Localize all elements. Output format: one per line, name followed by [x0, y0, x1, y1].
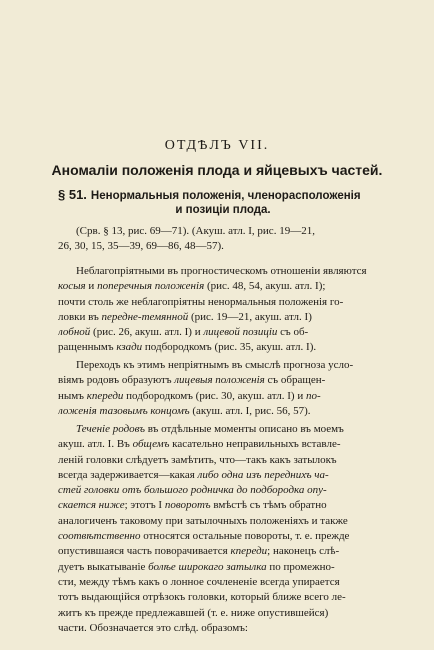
text-line	[58, 621, 388, 636]
text-run: ; этотъ I	[124, 499, 165, 512]
text-line	[58, 373, 388, 388]
italic-term: лицевыя положенія	[174, 374, 265, 387]
text-run: ; наконецъ слѣ-	[267, 545, 340, 558]
text-run: дуетъ выкатываніе	[58, 560, 149, 573]
text-run: касательно неправильныхъ вставле-	[169, 438, 341, 451]
text-run: (рис. 26, акуш. атл. I) и	[90, 326, 204, 339]
text-run: тотъ выдающійся отрѣзокъ головки, который ближе всего ле-	[58, 591, 346, 604]
text-run: ловки въ	[58, 310, 102, 323]
italic-term: косыя	[58, 280, 86, 293]
italic-term: болѣе широкаго затылка	[148, 560, 267, 573]
italic-term: поперечныя положенія	[97, 280, 205, 293]
text-line	[58, 498, 388, 513]
text-run: съ об-	[277, 326, 309, 339]
paragraph-title-line2: и позиціи плода.	[175, 204, 271, 216]
text-run: (акуш. атл. I, рис. 56, 57).	[189, 404, 311, 417]
text-line	[58, 295, 388, 310]
text-line	[58, 279, 388, 294]
italic-term: Теченіе родовъ	[76, 423, 145, 435]
section-title: ОТДѢЛЪ VII.	[164, 138, 270, 153]
reference-line: (Срв. § 13, рис. 69—71). (Акуш. атл. I, рис. 19—21,	[76, 225, 315, 237]
text-run: ращеннымъ	[58, 341, 117, 354]
text-run: всегда задерживается—какая	[58, 468, 198, 481]
text-line	[58, 389, 388, 404]
text-run: подбородкомъ (рис. 30, акуш. атл. I) и	[123, 389, 306, 402]
reference-block	[58, 224, 388, 255]
text-run: по промежно-	[266, 560, 335, 573]
italic-term: передне-темянной	[101, 310, 189, 323]
text-run: почти столь же неблагопріятны ненормальныя положенія го-	[58, 295, 344, 308]
text-line	[58, 437, 388, 452]
text-line	[58, 606, 388, 621]
text-run: аналогиченъ таковому при затылочныхъ положеніяхъ и также	[58, 514, 348, 527]
paragraph-1	[58, 264, 388, 356]
text-line	[58, 325, 388, 340]
reference-line: 26, 30, 15, 35—39, 69—86, 48—57).	[58, 240, 224, 253]
text-line	[58, 264, 388, 279]
text-run: віямъ родовъ образуютъ	[58, 374, 175, 387]
text-run: части. Обозначается это слѣд. образомъ:	[58, 621, 248, 634]
text-line	[58, 310, 388, 325]
text-line	[58, 340, 388, 355]
text-run: въ отдѣльные моменты описано въ моемъ	[145, 423, 344, 435]
text-line	[58, 404, 388, 419]
text-run: и	[85, 280, 98, 293]
italic-term: лицевой позиціи	[203, 326, 278, 339]
text-line	[58, 468, 388, 483]
paragraph-title-line1: Ненормальныя положенія, членорасположенія	[90, 190, 361, 202]
text-line	[58, 560, 388, 575]
italic-term: по-	[305, 389, 321, 402]
text-line	[58, 453, 388, 468]
paragraph-3	[58, 422, 388, 636]
text-run: съ обращен-	[264, 374, 326, 387]
italic-term: кпереди	[230, 545, 268, 558]
italic-term: ложенія тазовымъ концомъ	[58, 404, 190, 417]
text-run: нымъ	[58, 389, 87, 402]
text-run: (рис. 19—21, акуш. атл. I)	[188, 310, 312, 323]
text-line	[58, 590, 388, 605]
text-line	[58, 544, 388, 559]
italic-term: общемъ	[132, 438, 170, 451]
italic-term: скается ниже	[58, 499, 125, 512]
italic-term: стей головки отъ большого родничка до подбородка опу-	[58, 484, 327, 497]
text-run: Переходъ къ этимъ непріятнымъ въ смыслѣ прогноза усло-	[76, 359, 354, 371]
text-run: относятся остальные повороты, т. е. прежде	[140, 530, 350, 543]
text-run: вмѣстѣ съ тѣмъ обратно	[210, 499, 327, 512]
text-run: леній головки слѣдуетъ замѣтить, что—такъ какъ затылокъ	[58, 453, 337, 466]
text-run: опустившаяся часть поворачивается	[58, 545, 231, 558]
italic-term: либо одна изъ переднихъ ча-	[197, 468, 329, 481]
text-run: сти, между тѣмъ какъ о лонное сочлененіе всегда упирается	[58, 575, 340, 588]
italic-term: поворотъ	[164, 499, 211, 512]
italic-term: лобной	[58, 326, 91, 339]
paragraph-2	[58, 358, 388, 419]
text-line	[58, 358, 388, 373]
italic-term: кпереди	[86, 389, 124, 402]
paragraph-number: § 51.	[58, 187, 87, 202]
text-run: Неблагопріятными въ прогностическомъ отношеніи являются	[76, 265, 367, 277]
text-run: житъ къ прежде предлежавшей (т. е. ниже опустившейся)	[58, 606, 329, 619]
chapter-title: Аномаліи положенія плода и яйцевыхъ частей.	[51, 162, 383, 178]
text-run: акуш. атл. I. Въ	[58, 438, 133, 451]
text-line	[58, 514, 388, 529]
text-line	[58, 483, 388, 498]
text-line	[58, 575, 388, 590]
text-run: (рис. 48, 54, акуш. атл. I);	[204, 280, 326, 293]
italic-term: соотвѣтственно	[58, 530, 141, 543]
text-line	[58, 422, 388, 437]
text-line	[58, 529, 388, 544]
paragraph-title	[58, 188, 388, 217]
italic-term: кзади	[116, 341, 143, 354]
text-run: подбородкомъ (рис. 35, акуш. атл. I).	[142, 341, 317, 354]
